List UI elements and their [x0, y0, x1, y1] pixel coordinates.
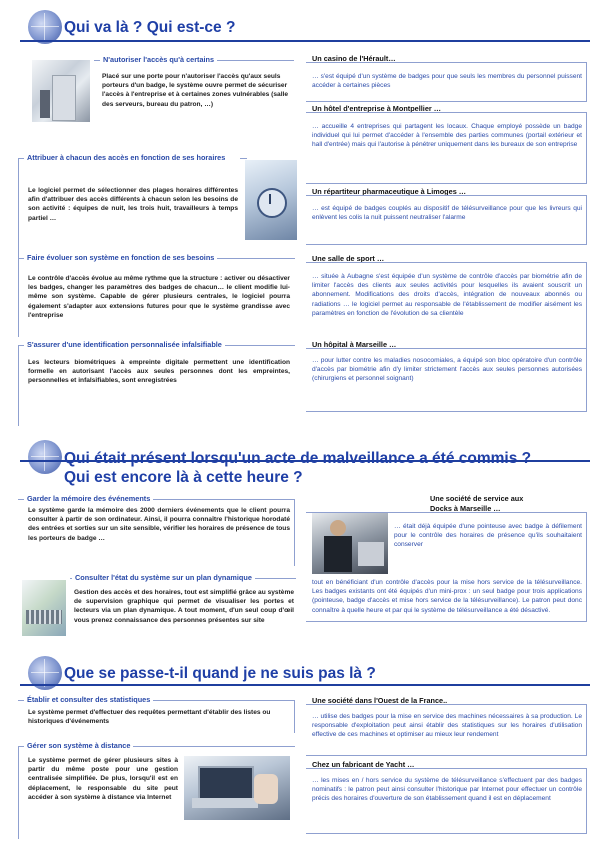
- globe-icon: [28, 440, 62, 474]
- right-item-6-text-top: … était déjà équipée d'une pointeuse avec badge à défilement pour le contrôle des horaires de présence qu'ils souhaitaient conserver: [394, 523, 582, 549]
- section-rule: [20, 684, 590, 686]
- section-header-3: [0, 656, 600, 692]
- left-box-5-title: Garder la mémoire des événements: [24, 494, 153, 504]
- server-room-photo: [32, 60, 90, 122]
- right-item-8-title: Chez un fabricant de Yacht …: [312, 760, 415, 769]
- right-item-4-text: … située à Aubagne s'est équipée d'un système de contrôle d'accès par biométrie afin de limiter l'accès des clients aux seules activités pour lesquelles ils avaient souscrit un abonnement. Modifications des droits d'accès, intégration de nouveaux abonnés ou radiations … le logiciel permet au responsable de l'établissement de modifier aisément les paramètres en fonction de l'évolution de sa clientèle: [312, 273, 582, 317]
- right-item-7-text: … utilise des badges pour la mise en service des machines nécessaires à sa production. Le responsable d'exploitation peut ainsi établir des statistiques sur les horaires d'utilisation effective de ces machines et optimiser au mieux leur rendement: [312, 713, 582, 739]
- left-box-4-title: S'assurer d'une identification personnalisée infalsifiable: [24, 340, 225, 350]
- right-item-2-text: … accueille 4 entreprises qui partagent les locaux. Chaque employé possède un badge individuel qui lui permet d'accéder à l'ensemble des parties communes (portail extérieur et hall d'entrée) mais qui l'autorise à pénétrer uniquement dans les bureaux de son entreprise: [312, 123, 582, 149]
- section-title-line-2: Qui est encore là à cette heure ?: [64, 469, 303, 486]
- right-item-3-title: Un répartiteur pharmaceutique à Limoges …: [312, 187, 467, 196]
- left-box-6-text: Gestion des accès et des horaires, tout est simplifié grâce au système de supervision graphique qui permet de visualiser les portes et lecteurs via un plan dynamique. A tout moment, d'un seul coup d'œil vous prenez connaissance des personnes présentes sur site: [74, 589, 294, 624]
- right-item-6-title-line-2: Docks à Marseille …: [430, 504, 501, 513]
- right-item-6-title-line-1: Une société de service aux: [430, 494, 524, 503]
- right-item-5-title: Un hôpital à Marseille …: [312, 340, 397, 349]
- right-item-1-text: … s'est équipé d'un système de badges pour que seuls les membres du personnel puissent accéder à certaines pièces: [312, 73, 582, 90]
- left-box-3-text: Le contrôle d'accès évolue au même rythme que la structure : activer ou désactiver les badges, changer les paramètres des badges de chacun… le client modifie lui-même son système. Capable de gérer plusieurs centrales, le logiciel pourra également s'adapter aux extensions futures pour que le système grandisse avec l'entreprise: [28, 275, 290, 319]
- left-box-4-text: Les lecteurs biométriques à empreinte digitale permettent une identification formelle en autorisant l'accès aux seules personnes dont les empreintes, personnelles et infalsifiables, sont enregistrées: [28, 359, 290, 385]
- laptop-photo: [184, 756, 290, 820]
- right-item-7-title: Une société dans l'Ouest de la France..: [312, 696, 448, 705]
- section-header-1: [0, 10, 600, 46]
- section-header-2: [0, 440, 600, 490]
- left-box-8-text: Le système permet de gérer plusieurs sites à partir du même poste pour une gestion centralisée simplifiée. De plus, lorsqu'il est en déplacement, le responsable du site peut accéder à son système à distance via Internet: [28, 757, 178, 801]
- right-item-5-text: … pour lutter contre les maladies nosocomiales, a équipé son bloc opératoire d'un contrôle d'accès par biométrie afin d'y limiter strictement l'accès aux seules personnes autorisées (chirurgiens et personnel soignant): [312, 357, 582, 383]
- left-box-8-title: Gérer son système à distance: [24, 741, 133, 751]
- left-box-2-title: Attribuer à chacun des accès en fonction de ses horaires: [24, 153, 240, 163]
- left-box-2-text: Le logiciel permet de sélectionner des plages horaires différentes afin d'attribuer des accès différents à chacun selon les besoins de son activité : équipes de nuit, les trois huit, travailleurs à temps partiel …: [28, 187, 238, 222]
- left-box-5-text: Le système garde la mémoire des 2000 derniers événements que le client pourra consulter à partir de son ordinateur. Ainsi, il pourra connaître l'historique horodaté des entrées et sorties sur un site sensible, vérifier les horaires de présence de tous les porteurs de badge …: [28, 507, 290, 542]
- globe-icon: [28, 10, 62, 44]
- section-title: Que se passe-t-il quand je ne suis pas là ?: [64, 665, 376, 682]
- section-rule: [20, 40, 590, 42]
- right-item-4-title: Une salle de sport …: [312, 254, 385, 263]
- left-box-7-text: Le système permet d'effectuer des requêtes permettant d'établir des listes ou historiques d'événements: [28, 709, 271, 726]
- clock-badge-photo: [245, 160, 297, 240]
- left-box-1-title: N'autoriser l'accès qu'à certains: [100, 55, 217, 65]
- left-box-1-text: Placé sur une porte pour n'autoriser l'accès qu'aux seuls porteurs d'un badge, le système ouvre permet de sécuriser l'accès à l'entreprise et à certaines zones vulnérables (salle des serveurs, bureau du patron, …): [102, 73, 289, 108]
- right-item-1-title: Un casino de l'Hérault…: [312, 54, 396, 63]
- section-title-line-1: Qui était présent lorsqu'un acte de malveillance a été commis ?: [64, 450, 532, 467]
- left-box-6-title: Consulter l'état du système sur un plan dynamique: [72, 573, 255, 583]
- right-item-3-text: … est équipé de badges couplés au dispositif de télésurveillance pour que les livreurs qui enlèvent les colis la nuit puissent neutraliser l'alarme: [312, 205, 582, 222]
- left-box-3-title: Faire évoluer son système en fonction de ses besoins: [24, 253, 217, 263]
- keyboard-screen-photo: [22, 580, 66, 636]
- left-box-7-title: Établir et consulter des statistiques: [24, 695, 153, 705]
- section-title: Qui va là ? Qui est-ce ?: [64, 19, 236, 36]
- right-item-2-title: Un hôtel d'entreprise à Montpellier …: [312, 104, 442, 113]
- right-item-8-text: … les mises en / hors service du système de télésurveillance s'effectuent par des badges nominatifs : le patron peut ainsi consulter l'historique par Internet pour effectuer un contrôle précis des horaires d'ouverture de son établissement quand il est en déplacement: [312, 777, 582, 803]
- right-item-6-text-bottom: tout en bénéficiant d'un contrôle d'accès pour la mise hors service de la télésurveillance. Les badges existants ont été équipés d'un mini-prox : un seul badge pour trois applications (pointeuse, badge d'accès et mise hors service de la télésurveillance). Le patron peut donc connaître à quelle heure et par qui le système de télésurveillance a été désactivé.: [312, 579, 582, 614]
